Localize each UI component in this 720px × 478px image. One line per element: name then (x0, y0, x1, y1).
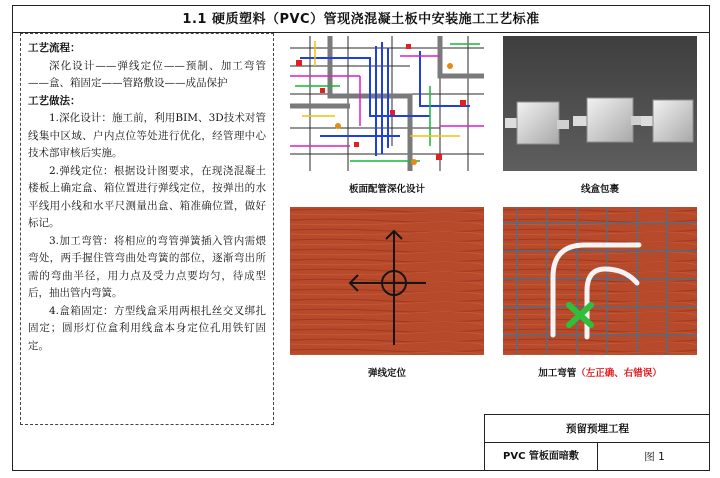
figure-caption-positioning: 弹线定位 (367, 368, 406, 379)
method-step-1: 1.深化设计：施工前，利用BIM、3D技术对管线集中区域、户内点位等处进行优化，经管理中心技术部审核后实施。 (28, 112, 266, 159)
figure-caption-bending (503, 365, 697, 379)
method-step-3: 3.加工弯管：将相应的弯管弹簧插入管内需煨弯处，两手握住管弯曲处弯簧的部位，逐渐弯出所需的弯曲半径，用力点及受力点要均匀，待成型后，抽出管内弯簧。 (28, 234, 266, 299)
figure-box-wrapping (503, 36, 697, 196)
method-step-4: 4.盒箱固定：方型线盒采用两根扎丝交叉绑扎固定；圆形灯位盒利用线盒本身定位孔用铁钉固定。 (28, 304, 266, 352)
title-block-figure-no: 图 1 (644, 451, 665, 463)
method-step-2: 2.弹线定位：根据设计图要求，在现浇混凝土楼板上确定盒、箱位置进行弹线定位，按弹出的水平线用小线和水平尺测量出盒、箱准确位置，做好标记。 (28, 164, 266, 229)
bending-pipe-photo (503, 207, 697, 355)
title-block-name: PVC 管板面暗敷 (485, 443, 598, 471)
figure-caption-box: 线盒包裹 (580, 184, 619, 195)
figure-caption-bending-main: 加工弯管 (538, 368, 577, 379)
figure-cad-design (290, 36, 484, 196)
box-wrapping-photo (503, 36, 697, 171)
process-heading: 工艺流程： (28, 42, 81, 54)
cad-drawing-image (290, 36, 484, 171)
figure-caption-cad: 板面配管深化设计 (348, 184, 425, 195)
figure-line-positioning (290, 207, 484, 379)
title-block (484, 414, 710, 471)
positioning-photo (290, 207, 484, 355)
figure-caption-bending-note: （左正确、右错误） (576, 368, 662, 379)
process-text: 深化设计——弹线定位——预制、加工弯管——盒、箱固定——管路敷设——成品保护 (28, 59, 266, 89)
figure-bending-pipe (503, 207, 697, 379)
title-block-category: 预留预埋工程 (485, 415, 710, 443)
method-heading: 工艺做法： (28, 94, 81, 107)
process-text-box (20, 33, 274, 425)
page-title: 1.1 硬质塑料（PVC）管现浇混凝土板中安装施工工艺标准 (13, 6, 709, 33)
